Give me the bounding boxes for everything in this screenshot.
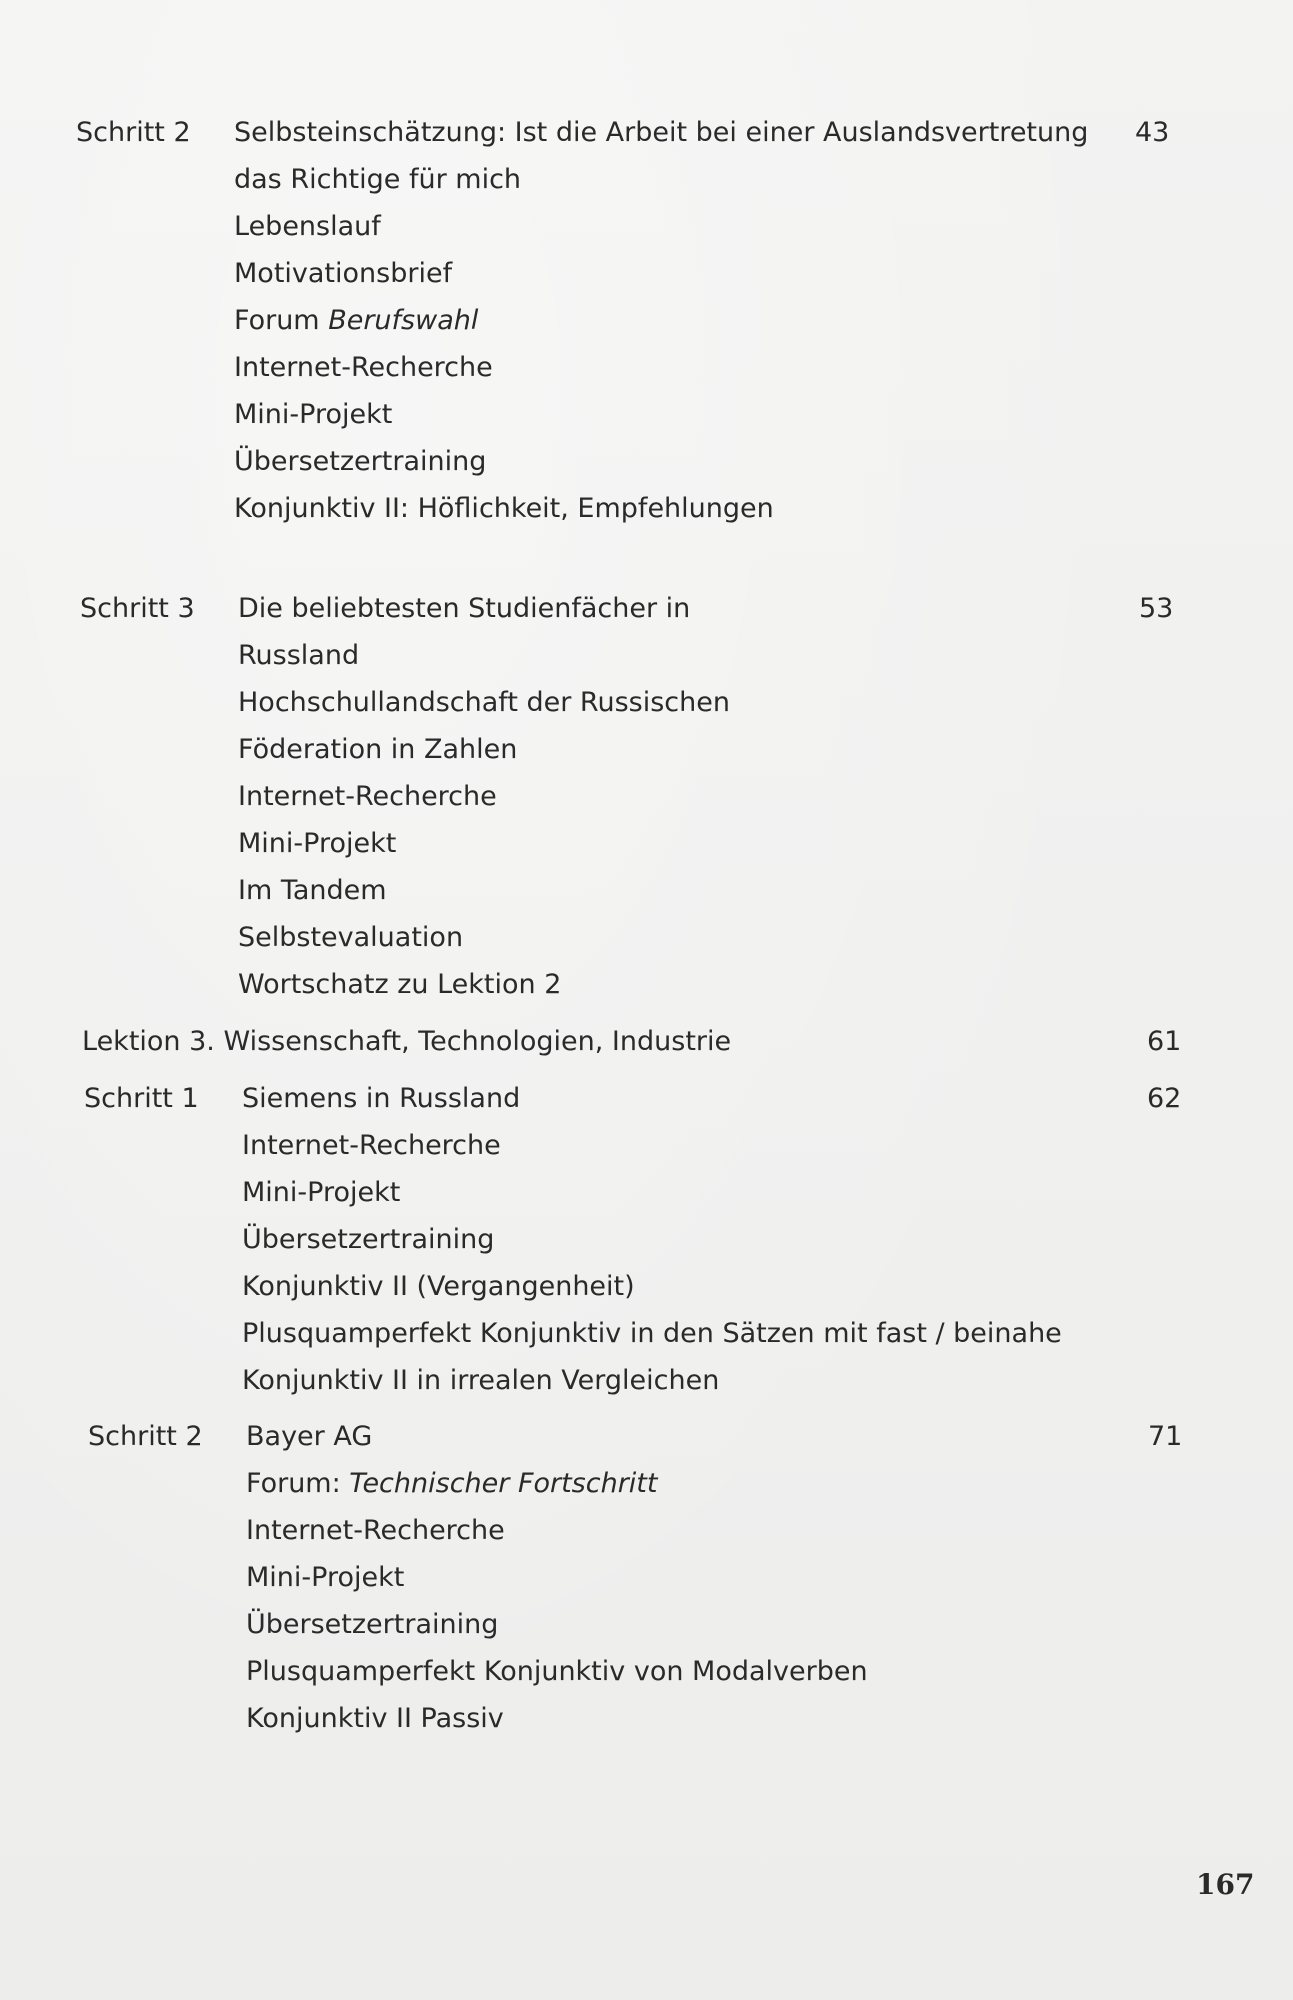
toc-entry: Konjunktiv II in irrealen Vergleichen bbox=[242, 1365, 720, 1396]
toc-entry: Internet-Recherche bbox=[234, 352, 493, 383]
toc-entry: Plusquamperfekt Konjunktiv von Modalverben bbox=[246, 1656, 868, 1687]
page-number: 167 bbox=[1196, 1868, 1255, 1901]
toc-row bbox=[4, 632, 1293, 679]
toc-row bbox=[4, 820, 1293, 867]
toc-row bbox=[4, 726, 1293, 773]
toc-row bbox=[8, 1169, 1293, 1216]
toc-row bbox=[0, 297, 1293, 344]
toc-row bbox=[4, 679, 1293, 726]
toc-page-number: 53 bbox=[1139, 593, 1174, 624]
toc-row bbox=[12, 1601, 1293, 1648]
toc-row bbox=[0, 109, 1293, 156]
toc-entry: Konjunktiv II (Vergangenheit) bbox=[242, 1271, 635, 1302]
toc-entry: Konjunktiv II: Höflichkeit, Empfehlungen bbox=[234, 493, 774, 524]
toc-step-label: Schritt 3 bbox=[80, 593, 195, 624]
toc-row bbox=[8, 1357, 1293, 1404]
toc-row bbox=[0, 438, 1293, 485]
toc-entry: Lebenslauf bbox=[234, 211, 381, 242]
toc-entry: Mini-Projekt bbox=[234, 399, 393, 430]
toc-row bbox=[12, 1413, 1293, 1460]
toc-entry: Mini-Projekt bbox=[242, 1177, 401, 1208]
toc-entry: Selbstevaluation bbox=[238, 922, 464, 953]
toc-step-label: Schritt 2 bbox=[76, 117, 191, 148]
toc-row bbox=[4, 914, 1293, 961]
toc-step-label: Schritt 1 bbox=[84, 1083, 199, 1114]
toc-page-number: 71 bbox=[1148, 1421, 1183, 1452]
toc-entry: Internet-Recherche bbox=[246, 1515, 505, 1546]
toc-row bbox=[12, 1648, 1293, 1695]
toc-page-number: 62 bbox=[1147, 1083, 1182, 1114]
toc-block-schritt-1 bbox=[8, 1075, 1293, 1404]
toc-row bbox=[0, 156, 1293, 203]
toc-row bbox=[0, 1018, 1293, 1065]
toc-entry: Internet-Recherche bbox=[238, 781, 497, 812]
toc-entry: Plusquamperfekt Konjunktiv in den Sätzen mit fast / beinahe bbox=[242, 1318, 1062, 1349]
toc-row bbox=[12, 1695, 1293, 1742]
toc-row bbox=[8, 1075, 1293, 1122]
toc-entry: Wortschatz zu Lektion 2 bbox=[238, 969, 562, 1000]
toc-entry: Forum Berufswahl bbox=[234, 305, 479, 336]
toc-entry: Übersetzertraining bbox=[246, 1609, 499, 1640]
toc-row bbox=[0, 250, 1293, 297]
toc-entry: Die beliebtesten Studienfächer in bbox=[238, 593, 691, 624]
toc-entry: Mini-Projekt bbox=[246, 1562, 405, 1593]
toc-row bbox=[4, 585, 1293, 632]
lektion-title: Lektion 3. Wissenschaft, Technologien, Industrie bbox=[82, 1026, 732, 1057]
toc-row bbox=[4, 867, 1293, 914]
toc-lektion-heading bbox=[0, 1018, 1293, 1065]
toc-row bbox=[0, 203, 1293, 250]
toc-entry: Übersetzertraining bbox=[234, 446, 487, 477]
toc-row bbox=[8, 1263, 1293, 1310]
toc-block-schritt-2-a bbox=[0, 109, 1293, 532]
toc-page-number: 61 bbox=[1147, 1026, 1182, 1057]
toc-row bbox=[4, 961, 1293, 1008]
toc-row bbox=[8, 1310, 1293, 1357]
toc-entry: Russland bbox=[238, 640, 360, 671]
toc-entry: Siemens in Russland bbox=[242, 1083, 521, 1114]
toc-row bbox=[0, 391, 1293, 438]
toc-entry: Im Tandem bbox=[238, 875, 387, 906]
toc-entry: Mini-Projekt bbox=[238, 828, 397, 859]
toc-row bbox=[12, 1460, 1293, 1507]
toc-entry: Übersetzertraining bbox=[242, 1224, 495, 1255]
toc-entry: Motivationsbrief bbox=[234, 258, 453, 289]
toc-entry: Hochschullandschaft der Russischen bbox=[238, 687, 730, 718]
toc-entry: Bayer AG bbox=[246, 1421, 373, 1452]
toc-entry: Internet-Recherche bbox=[242, 1130, 501, 1161]
toc-entry: Forum: Technischer Fortschritt bbox=[246, 1468, 658, 1499]
toc-block-schritt-2-b bbox=[12, 1413, 1293, 1742]
toc-row bbox=[4, 773, 1293, 820]
toc-block-schritt-3 bbox=[4, 585, 1293, 1008]
toc-row bbox=[0, 344, 1293, 391]
toc-entry: das Richtige für mich bbox=[234, 164, 522, 195]
toc-step-label: Schritt 2 bbox=[88, 1421, 203, 1452]
toc-entry: Föderation in Zahlen bbox=[238, 734, 518, 765]
toc-row bbox=[12, 1507, 1293, 1554]
toc-row bbox=[8, 1216, 1293, 1263]
toc-row bbox=[0, 485, 1293, 532]
toc-page-number: 43 bbox=[1135, 117, 1170, 148]
toc-row bbox=[12, 1554, 1293, 1601]
toc-row bbox=[8, 1122, 1293, 1169]
toc-entry: Selbsteinschätzung: Ist die Arbeit bei einer Auslandsvertretung bbox=[234, 117, 1089, 148]
toc-entry: Konjunktiv II Passiv bbox=[246, 1703, 504, 1734]
